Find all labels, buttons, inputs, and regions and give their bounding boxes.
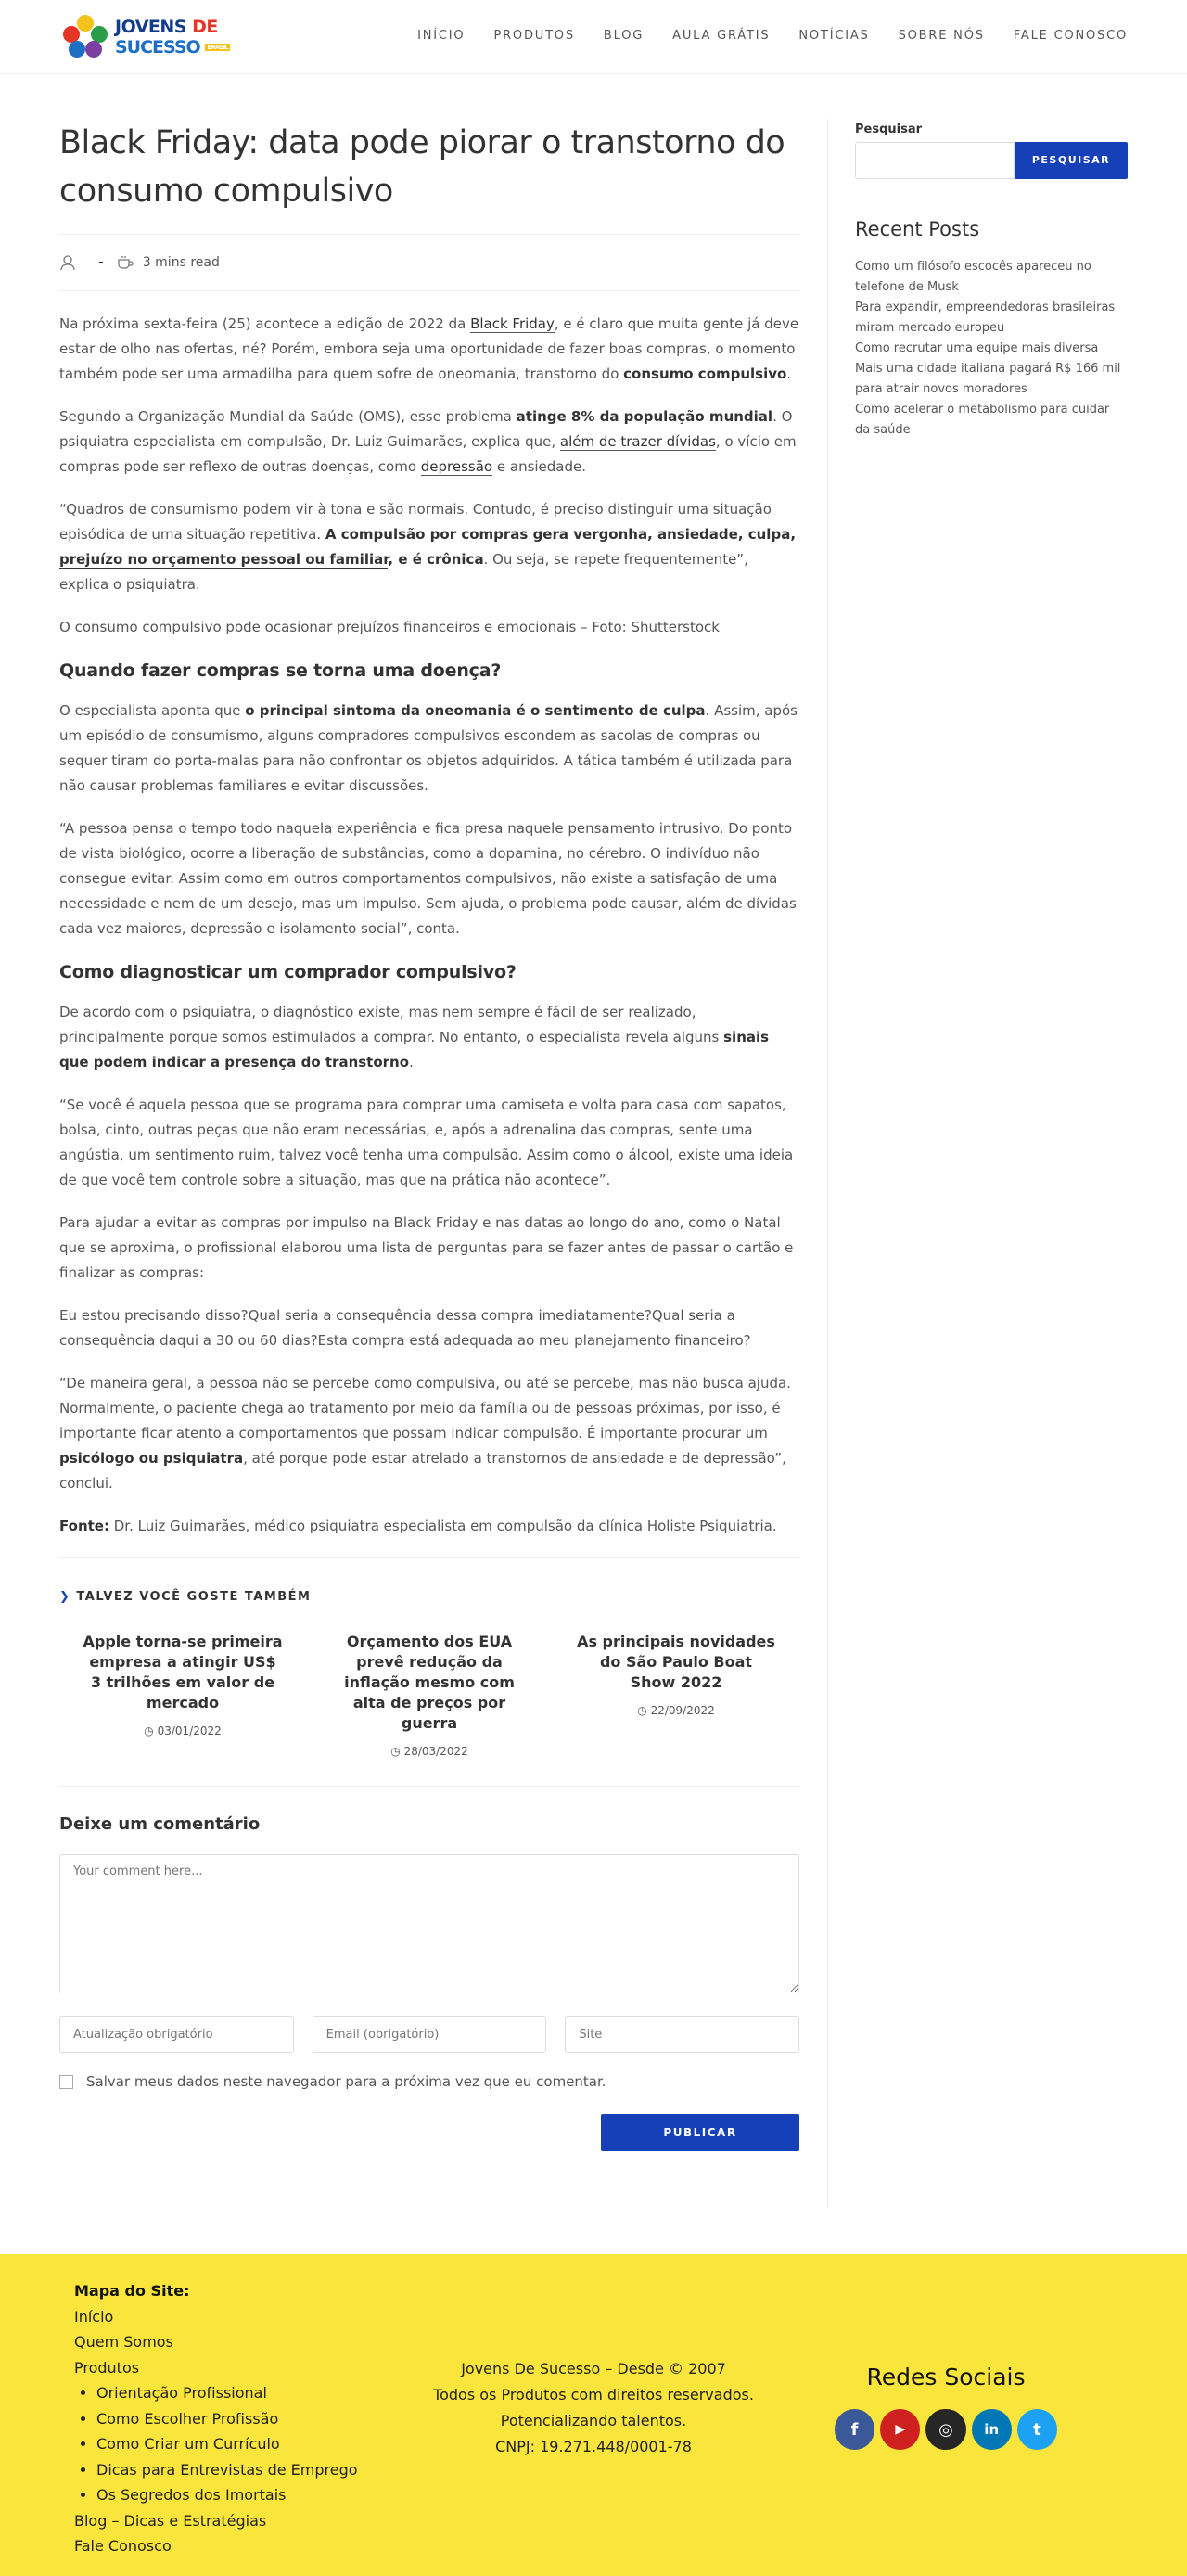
sidebar-search [855,142,1128,179]
coffee-icon [117,254,134,271]
related-card-title[interactable]: As principais novidades do São Paulo Boat Show 2022 [577,1633,775,1691]
meta-separator: - [98,255,104,270]
related-card-title[interactable]: Apple torna-se primeira empresa a atingir US$ 3 trilhões em valor de mercado [83,1633,283,1711]
logo-tag: BRASIL [207,44,228,52]
recent-posts-title: Recent Posts [855,218,980,240]
text: De acordo com o psiquiatra, o diagnóstico existe, mas nem sempre é fácil de ser realizado, principalmente porque somos estimulados a comprar. No entanto, o especialista revela alguns [59,1004,724,1045]
paragraph [59,1371,799,1496]
recent-post-link[interactable]: Para expandir, empreendedoras brasileiras miram mercado europeu [855,301,1116,335]
related-card[interactable] [553,1632,799,1758]
related-card-date [575,1704,777,1717]
black-friday-link[interactable]: Black Friday [470,315,555,332]
bold-text: consumo compulsivo [623,365,787,382]
search-label: Pesquisar [855,122,923,136]
submit-comment-button[interactable]: PUBLICAR COMENTÁRIO [601,2114,799,2151]
footer-copyright [408,2356,779,2460]
recent-post-link[interactable]: Como um filósofo escocês apareceu no telefone de Musk [855,260,1091,294]
nav-produtos[interactable]: PRODUTOS [493,29,575,43]
site-logo[interactable] [61,13,230,61]
footer-product-link[interactable]: Dicas para Entrevistas de Emprego [96,2460,358,2479]
text: “Quadros de consumismo podem vir à tona e são normais. Contudo, é preciso distinguir uma situação episódica de uma situação repetitiva. [59,501,772,543]
text: O especialista aponta que [59,702,246,719]
sidebar [855,122,1128,441]
nav-noticias[interactable]: NOTÍCIAS [798,29,870,43]
dividas-link[interactable]: além de trazer dívidas [559,433,716,450]
clock-icon: ◷ [144,1724,154,1737]
related-card-title[interactable]: Orçamento dos EUA prevê redução da inflação mesmo com alta de preços por guerra [344,1633,515,1732]
logo-line2: SUCESSO [115,36,200,58]
text: Segundo a Organização Mundial da Saúde (OMS), esse problema [59,408,517,425]
section-heading: Quando fazer compras se torna uma doença? [59,660,502,681]
post-body [59,312,799,1539]
twitter-icon[interactable]: t [1017,2409,1057,2450]
text: , o vício em compras pode ser reflexo de outras doenças, como [59,433,797,475]
nav-inicio[interactable]: INÍCIO [417,29,466,43]
text: . Ou seja, se repete frequentemente”, explica o psiquiatra. [59,551,748,593]
footer-link-fale-conosco[interactable]: Fale Conosco [74,2537,172,2555]
nav-aula-gratis[interactable]: AULA GRÁTIS [672,29,771,43]
author-icon [59,254,76,271]
sidebar-divider [827,119,828,2208]
clock-icon: ◷ [637,1704,647,1717]
text: . O psiquiatra especialista em compulsão, Dr. Luiz Guimarães, explica que, [59,408,793,450]
text: , e é claro que muita gente já deve estar de olho nas ofertas, né? Porém, embora seja uma oportunidade de fazer boas compras, o momento também pode ser uma armadilha para quem sofre de oneomania, transtorno do [59,315,799,382]
nav-fale-conosco[interactable]: FALE CONOSCO [1013,29,1128,43]
social-title: Redes Sociais [866,2364,1026,2390]
logo-people-icon [61,13,109,61]
site-input[interactable] [565,2016,799,2053]
related-card[interactable] [306,1632,553,1758]
site-header [0,0,1187,74]
text: Na próxima sexta-feira (25) acontece a edição de 2022 da [59,315,471,332]
chevron-right-icon: ❯ [59,1590,71,1604]
text: . Assim, após um episódio de consumismo, alguns compradores compulsivos escondem as sacolas de compras ou sequer tiram do porta-malas para não confrontar os objetos adquiridos. A tática também é utilizada para não causar problemas familiares e evitar discussões. [59,702,798,794]
footer-link-blog[interactable]: Blog – Dicas e Estratégias [74,2511,267,2530]
footer-sitemap [74,2278,358,2559]
email-input[interactable] [313,2016,547,2053]
paragraph [59,698,799,799]
related-card-date [328,1745,530,1758]
recent-post-link[interactable]: Mais uma cidade italiana pagará R$ 166 mil para atrair novos moradores [855,362,1121,396]
footer-product-link[interactable]: Os Segredos dos Imortais [96,2486,287,2504]
copyright-line: CNPJ: 19.271.448/0001-78 [495,2438,692,2455]
related-title-text: TALVEZ VOCÊ GOSTE TAMBÉM [76,1590,312,1604]
section-heading: Como diagnosticar um comprador compulsivo? [59,962,517,982]
text: “De maneira geral, a pessoa não se percebe como compulsiva, ou até se percebe, mas não busca ajuda. Normalmente, o paciente chega ao tratamento por meio da família ou de pessoas próximas, por isso, é importante ficar atento a comportamentos que possam indicar compulsão. É importante procurar um [59,1375,791,1442]
comment-title: Deixe um comentário [59,1814,261,1834]
search-input[interactable] [855,142,1015,179]
copyright-line: Jovens De Sucesso – Desde © 2007 [461,2360,726,2377]
bold-text: , e é crônica [388,551,484,568]
linkedin-icon[interactable]: in [972,2409,1012,2450]
paragraph: “A pessoa pensa o tempo todo naquela experiência e fica presa naquele pensamento intrusivo. Do ponto de vista biológico, ocorre a liberação de substâncias, como a dopamina, no cérebro. O indivíduo não consegue evitar. Assim como em outros comportamentos compulsivos, não existe a satisfação de uma necessidade e nem de um desejo, mas um impulso. Sem ajuda, o problema pode causar, além de dívidas cada vez maiores, depressão e isolamento social”, conta. [59,820,797,937]
paragraph [59,1000,799,1075]
sitemap-title: Mapa do Site: [74,2282,190,2300]
youtube-icon[interactable]: ▶ [880,2409,920,2450]
consent-checkbox[interactable] [59,2075,73,2089]
name-input[interactable] [59,2016,294,2053]
copyright-line: Todos os Produtos com direitos reservados. [433,2386,754,2403]
date-text: 28/03/2022 [403,1745,468,1758]
recent-post-link[interactable]: Como recrutar uma equipe mais diversa [855,341,1099,355]
read-time: 3 mins read [142,255,220,270]
bold-text: o principal sintoma da oneomania é o sentimento de culpa [245,702,706,719]
bold-text: psicólogo ou psiquiatra [59,1450,244,1467]
clock-icon: ◷ [390,1745,401,1758]
copyright-line: Potencializando talentos. [500,2412,687,2429]
text: . [409,1054,414,1070]
date-text: 22/09/2022 [650,1704,715,1717]
divider [59,1786,799,1787]
consent-label: Salvar meus dados neste navegador para a próxima vez que eu comentar. [86,2073,606,2090]
post-content [59,119,799,2177]
consent-row [59,2073,799,2090]
logo-line1: JOVENS [115,16,186,37]
search-button[interactable]: PESQUISAR [1015,142,1128,179]
paragraph [59,404,799,480]
recent-post-link[interactable]: Como acelerar o metabolismo para cuidar da saúde [855,403,1110,437]
page-spacer [0,0,1,2576]
footer-product-link[interactable]: Orientação Profissional [96,2384,267,2402]
site-footer [0,2254,1187,2576]
related-card-date [82,1724,284,1737]
instagram-icon[interactable]: ◎ [925,2409,965,2450]
source-text: Dr. Luiz Guimarães, médico psiquiatra especialista em compulsão da clínica Holiste Psiquiatria. [108,1518,777,1534]
nav-blog[interactable]: BLOG [603,29,645,43]
footer-social [835,2364,1057,2450]
footer-link-quem-somos[interactable]: Quem Somos [74,2333,173,2351]
nav-sobre-nos[interactable]: SOBRE NÓS [898,29,985,43]
paragraph [59,312,799,387]
post-title: Black Friday: data pode piorar o transtorno do consumo compulsivo [59,124,785,210]
facebook-icon[interactable]: f [835,2409,874,2450]
main-nav [389,29,1128,43]
text: . [786,365,792,382]
logo-line1-accent: DE [192,16,218,37]
paragraph: Para ajudar a evitar as compras por impulso na Black Friday e nas datas ao longo do ano, como o Natal que se aproxima, o profissional elaborou uma lista de perguntas para se fazer antes de passar o cartão e finalizar as compras: [59,1214,794,1281]
related-title [59,1590,799,1604]
source [59,1514,799,1539]
footer-product-link[interactable]: Como Escolher Profissão [96,2409,279,2428]
paragraph: Eu estou precisando disso?Qual seria a consequência dessa compra imediatamente?Qual seria a consequência daqui a 30 ou 60 dias?Esta compra está adequada ao meu planejamento financeiro? [59,1307,751,1349]
orcamento-link[interactable]: prejuízo no orçamento pessoal ou familiar [59,551,389,568]
depressao-link[interactable]: depressão [420,458,493,475]
date-text: 03/01/2022 [157,1724,222,1737]
footer-link-inicio[interactable]: Início [74,2307,114,2326]
paragraph [59,497,799,597]
bold-text: A compulsão por compras gera vergonha, ansiedade, culpa, [325,526,797,543]
text: e ansiedade. [492,458,587,475]
post-meta [59,234,799,291]
footer-link-produtos[interactable]: Produtos [74,2358,140,2377]
text: , até porque pode estar atrelado a transtornos de ansiedade e de depressão”, conclui. [59,1450,786,1492]
comment-textarea[interactable] [59,1854,799,1993]
related-posts [59,1557,799,1787]
recent-posts-list [855,257,1128,441]
bold-text: atinge 8% da população mundial [516,408,773,425]
comment-form [59,1814,799,2177]
related-card[interactable] [59,1632,306,1758]
footer-product-link[interactable]: Como Criar um Currículo [96,2435,280,2453]
image-caption: O consumo compulsivo pode ocasionar prejuízos financeiros e emocionais – Foto: Shutterstock [59,619,720,635]
source-label: Fonte: [59,1518,109,1534]
bold-text: sinais que podem indicar a presença do transtorno [59,1029,770,1070]
paragraph: “Se você é aquela pessoa que se programa para comprar uma camiseta e volta para casa com sapatos, bolsa, cinto, outras peças que não eram necessárias, e, após a adrenalina das compras, sente uma angústia, um sentimento ruim, talvez você tenha uma compulsão. Assim como o álcool, existe uma ideia de que você tem controle sobre a situação, mas que na prática não acontece”. [59,1096,794,1188]
